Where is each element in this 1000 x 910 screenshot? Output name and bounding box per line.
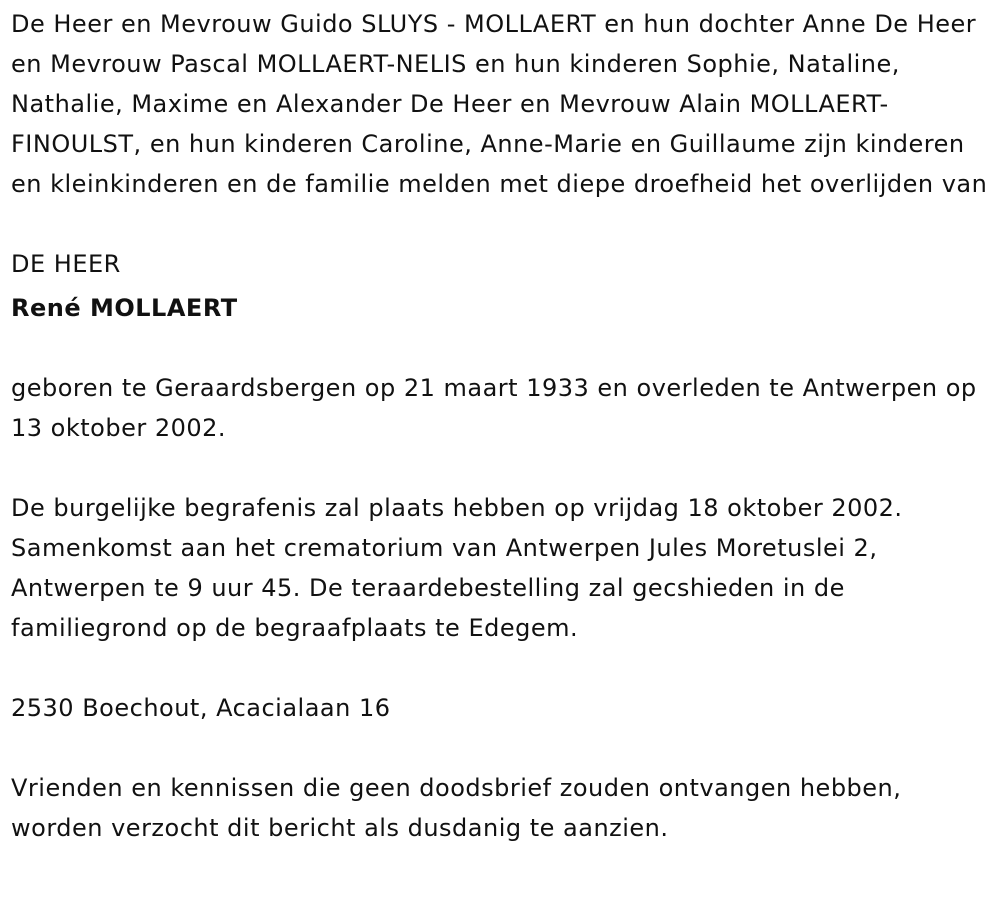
honorific: DE HEER: [11, 250, 121, 278]
intro-paragraph: De Heer en Mevrouw Guido SLUYS - MOLLAERT en hun dochter Anne De Heer en Mevrouw Pascal MOLLAERT-NELIS en hun kinderen Sophie, Nataline, Nathalie, Maxime en Alexander De Heer en Mevrouw Alain MOLLAERT-FINOULST, en hun kinderen Caroline, Anne-Marie en Guillaume zijn kinderen en kleinkinderen en de familie melden met diepe droefheid het overlijden van: [11, 10, 988, 198]
address-line: 2530 Boechout, Acacialaan 16: [11, 694, 391, 722]
closing-paragraph: Vrienden en kennissen die geen doodsbrief zouden ontvangen hebben, worden verzocht dit bericht als dusdanig te aanzien.: [11, 774, 902, 842]
deceased-title-block: [11, 244, 993, 328]
birth-death-paragraph: geboren te Geraardsbergen op 21 maart 1933 en overleden te Antwerpen op 13 oktober 2002.: [11, 374, 977, 442]
death-notice: [11, 4, 993, 848]
funeral-paragraph: De burgelijke begrafenis zal plaats hebben op vrijdag 18 oktober 2002. Samenkomst aan het crematorium van Antwerpen Jules Moretuslei 2, Antwerpen te 9 uur 45. De teraardebestelling zal gecshieden in de familiegrond op de begraafplaats te Edegem.: [11, 494, 903, 642]
deceased-name: René MOLLAERT: [11, 294, 238, 322]
